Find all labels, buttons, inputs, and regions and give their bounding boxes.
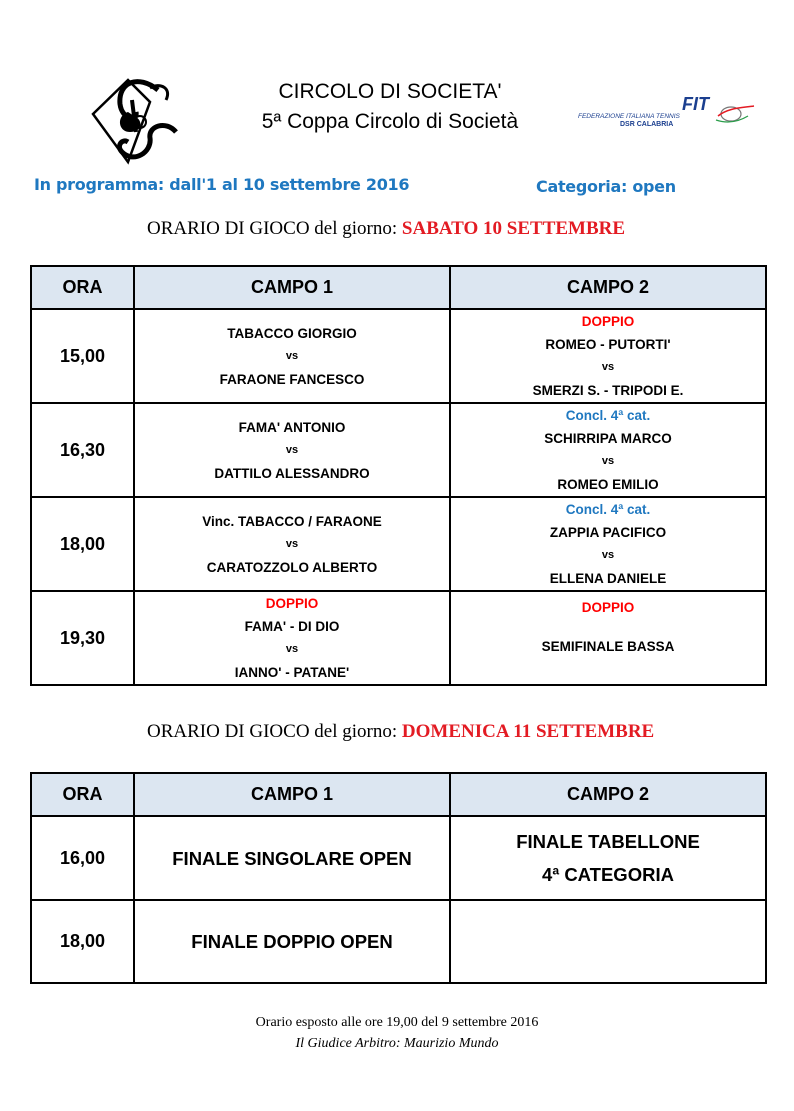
player-2: CARATOZZOLO ALBERTO [206,559,378,575]
club-monogram-logo [88,72,188,168]
column-header-ora: ORA [31,266,134,309]
player-1: ZAPPIA PACIFICO [549,525,667,540]
campo1-match [134,816,450,900]
day1-date: SABATO 10 SETTEMBRE [401,218,626,239]
match-description-line2: 4ª CATEGORIA [542,864,674,885]
player-1: FAMA' ANTONIO [238,419,346,435]
table-row [31,497,766,591]
day2-heading-prefix: ORARIO DI GIOCO del giorno: [147,721,398,742]
match-description: FINALE SINGOLARE OPEN [172,847,412,869]
svg-text:FIT: FIT [682,94,709,114]
campo1-match [134,497,450,591]
player-1: ROMEO - PUTORTI' [545,337,671,352]
table-row [31,816,766,900]
campo2-match-empty [450,900,766,983]
vs-label: vs [601,361,615,373]
table-header-row [31,773,766,816]
document-title: CIRCOLO DI SOCIETA' [278,80,502,103]
campo1-match [134,591,450,685]
player-2: FARAONE FANCESCO [219,371,365,387]
campo2-match [450,497,766,591]
referee-signature: Il Giudice Arbitro: Maurizio Mundo [295,1036,499,1051]
day2-date: DOMENICA 11 SETTEMBRE [401,721,655,742]
category-label: Categoria: open [536,177,676,196]
match-description: SEMIFINALE BASSA [541,639,675,654]
table-row [31,309,766,403]
program-dates: In programma: dall'1 al 10 settembre 2016 [34,175,410,194]
table-header-row [31,266,766,309]
player-1: TABACCO GIORGIO [227,325,357,341]
document-subtitle: 5ª Coppa Circolo di Società [261,110,519,133]
campo1-match [134,403,450,497]
table-row [31,900,766,983]
day1-heading-prefix: ORARIO DI GIOCO del giorno: [147,218,398,239]
campo1-match [134,309,450,403]
match-type-tag: DOPPIO [265,596,319,611]
time-cell: 16,00 [31,816,134,900]
posted-notice: Orario esposto alle ore 19,00 del 9 settembre 2016 [255,1015,539,1030]
campo2-match [450,403,766,497]
campo2-match [450,816,766,900]
match-type-tag: DOPPIO [581,314,635,329]
player-2: ROMEO EMILIO [557,477,659,492]
match-type-tag: Concl. 4ª cat. [565,408,651,423]
time-cell: 18,00 [31,900,134,983]
table-row [31,403,766,497]
column-header-ora: ORA [31,773,134,816]
match-description-line1: FINALE TABELLONE [516,831,700,852]
svg-text:FEDERAZIONE ITALIANA TENNIS: FEDERAZIONE ITALIANA TENNIS [578,113,680,120]
column-header-campo1: CAMPO 1 [134,773,450,816]
column-header-campo2: CAMPO 2 [450,773,766,816]
table-row [31,591,766,685]
campo2-match [450,309,766,403]
player-2: SMERZI S. - TRIPODI E. [532,383,684,398]
player-2: ELLENA DANIELE [549,571,667,586]
day2-schedule-table [30,772,767,984]
time-cell: 16,30 [31,403,134,497]
fit-federation-logo [578,94,758,130]
player-2: DATTILO ALESSANDRO [214,465,370,481]
campo2-match [450,591,766,685]
svg-text:DSR CALABRIA: DSR CALABRIA [620,121,674,128]
time-cell: 15,00 [31,309,134,403]
day2-heading [147,721,654,743]
vs-label: vs [285,349,299,362]
player-1: SCHIRRIPA MARCO [544,431,672,446]
day1-schedule-table [30,265,767,686]
time-cell: 18,00 [31,497,134,591]
vs-label: vs [285,643,299,655]
match-type-tag: DOPPIO [581,600,635,615]
vs-label: vs [601,549,615,561]
player-1: FAMA' - DI DIO [244,619,340,634]
day1-heading [147,218,625,240]
match-type-tag: Concl. 4ª cat. [565,502,651,517]
player-2: IANNO' - PATANE' [234,665,350,680]
column-header-campo2: CAMPO 2 [450,266,766,309]
match-description: FINALE DOPPIO OPEN [191,931,393,952]
player-1: Vinc. TABACCO / FARAONE [202,513,382,529]
campo1-match [134,900,450,983]
time-cell: 19,30 [31,591,134,685]
vs-label: vs [285,537,299,550]
column-header-campo1: CAMPO 1 [134,266,450,309]
vs-label: vs [285,443,299,456]
vs-label: vs [601,455,615,467]
